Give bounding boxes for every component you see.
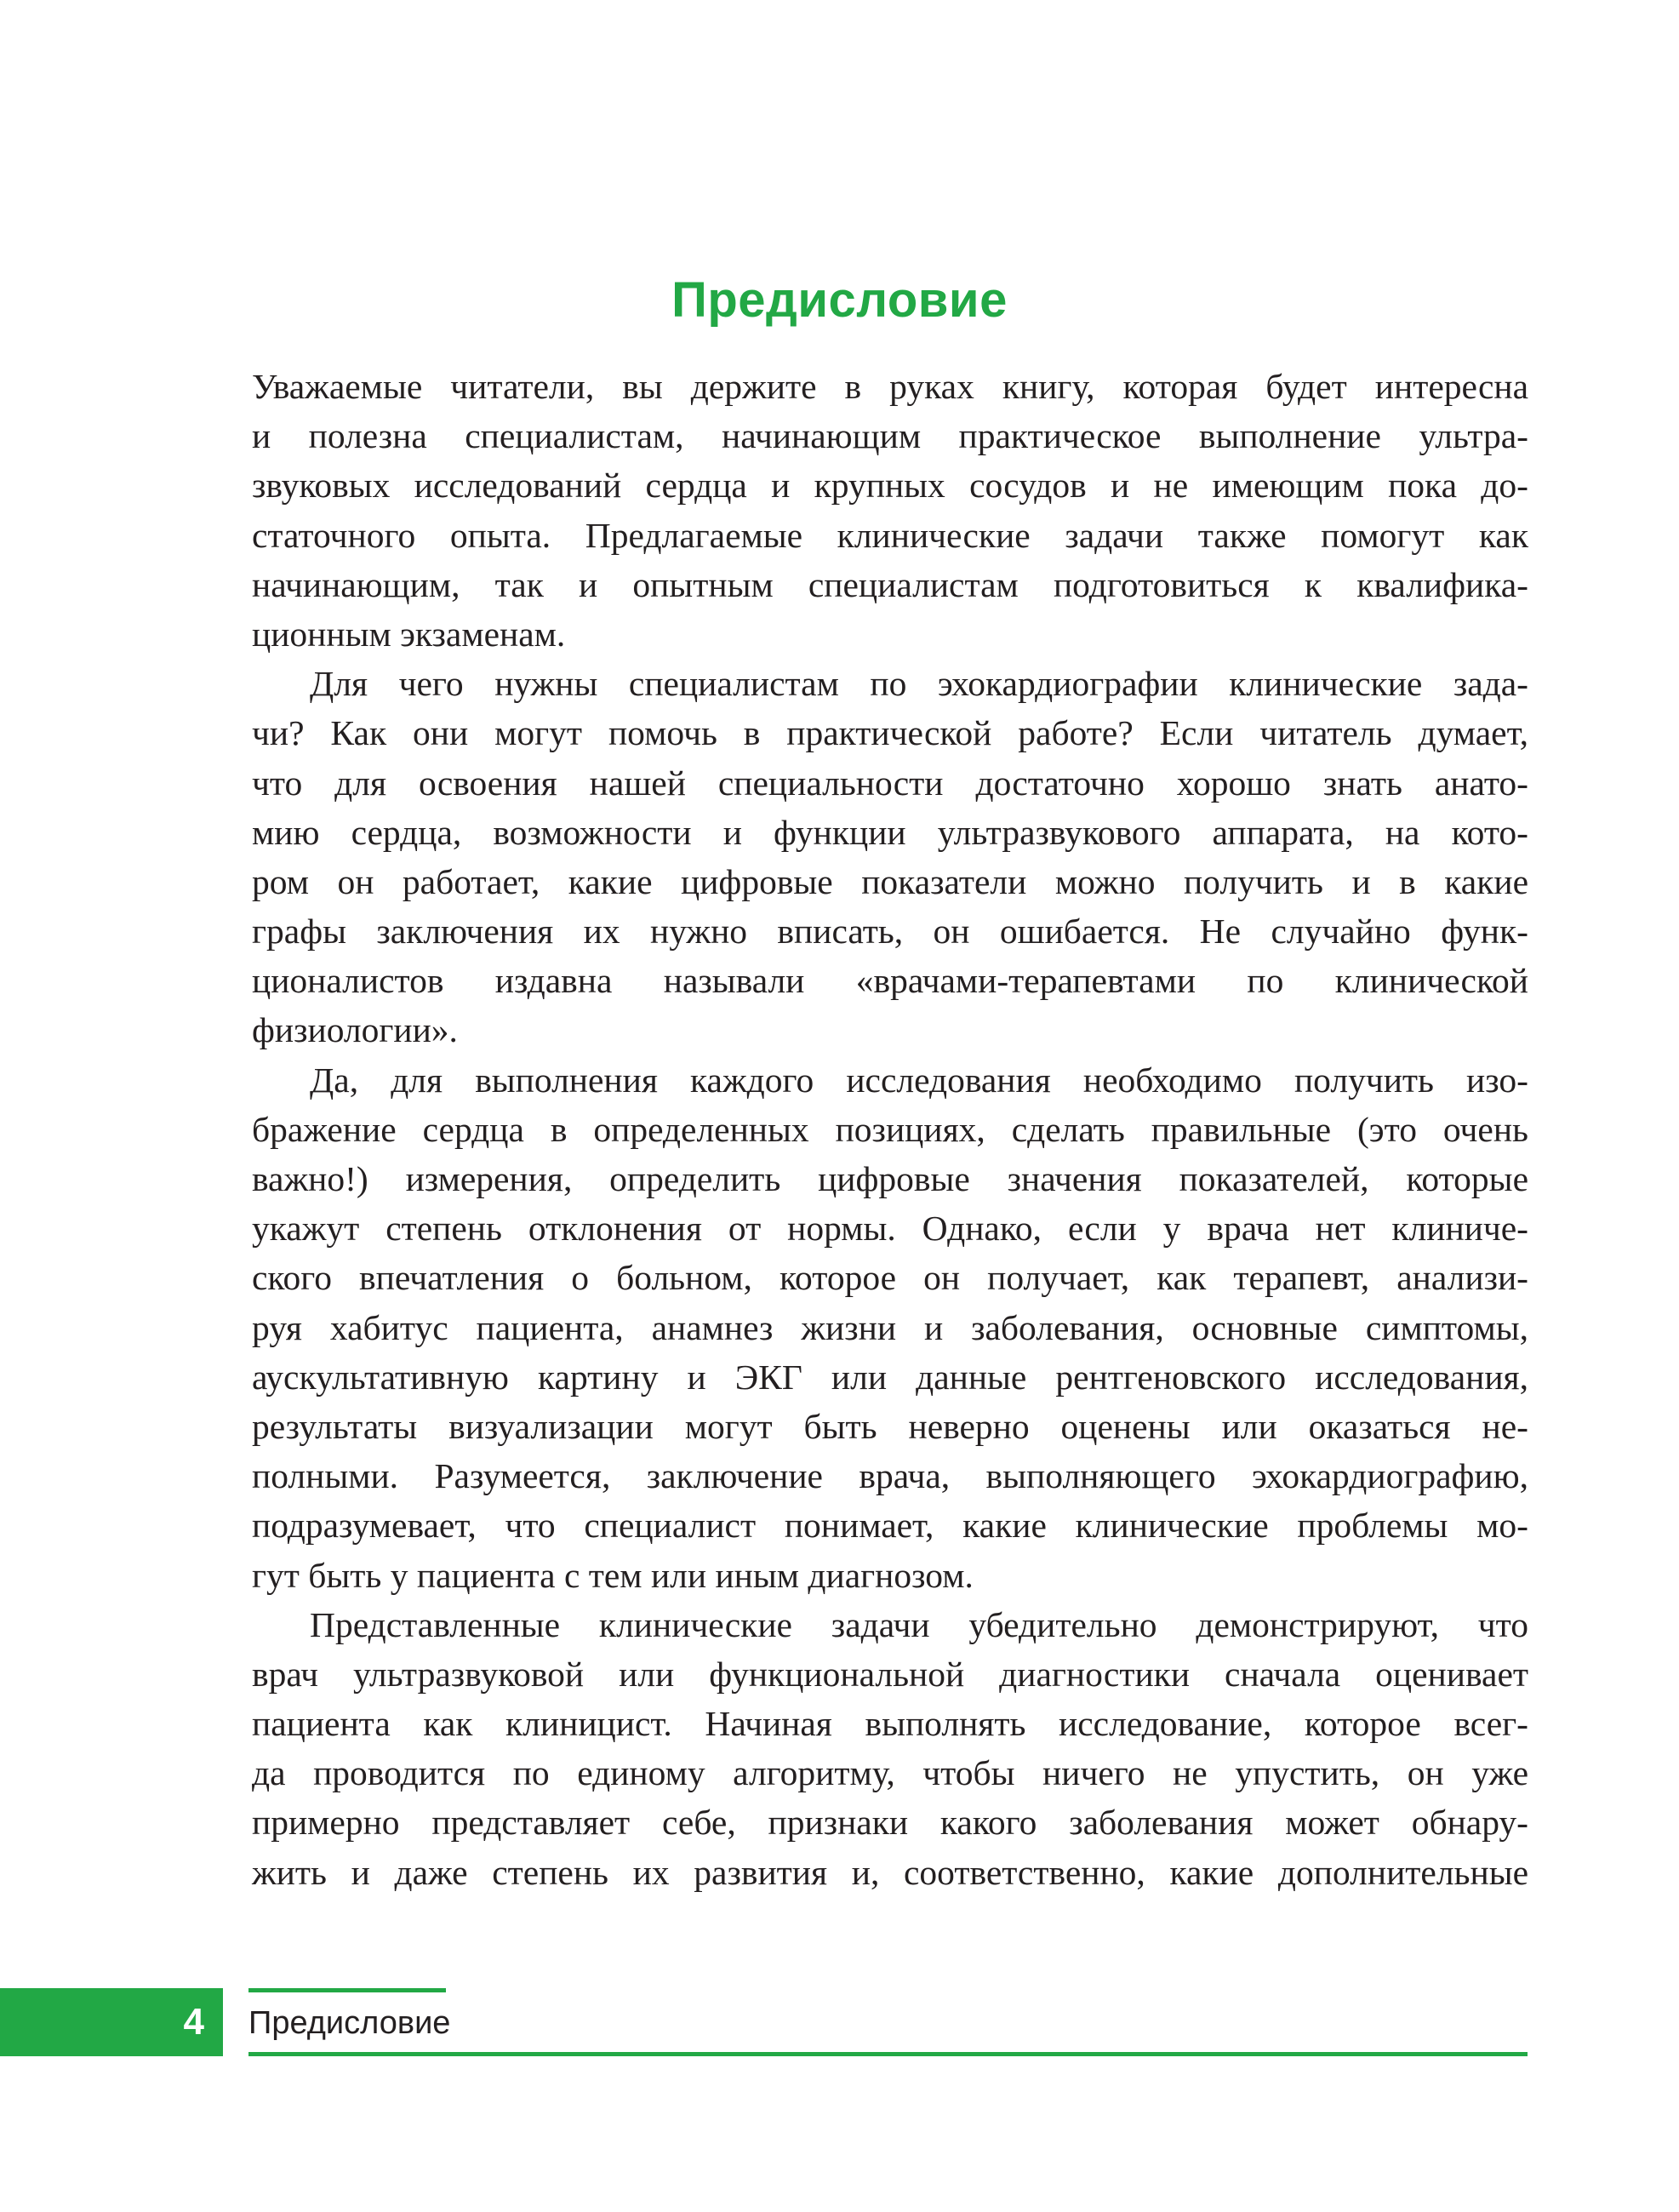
text-line: Представленные клинические задачи убедительно демонстрируют, что [310, 1604, 1528, 1644]
text-line: руя хабитус пациента, анамнез жизни и заболевания, основные симптомы, [252, 1307, 1528, 1347]
running-head: Предисловие [248, 2005, 451, 2041]
text-line: ционалистов издавна называли «врачами-терапевтами по клинической [252, 961, 1528, 1001]
text-line: физиологии». [252, 1010, 458, 1050]
text-line: жить и даже степень их развития и, соответственно, какие дополнительные [252, 1852, 1528, 1892]
text-line: Да, для выполнения каждого исследования необходимо получить изо- [310, 1060, 1528, 1100]
text-line: подразумевает, что специалист понимает, какие клинические проблемы мо- [252, 1506, 1528, 1546]
page-title: Предисловие [671, 271, 1008, 328]
page-number: 4 [183, 2001, 204, 2043]
text-line: аускультативную картину и ЭКГ или данные рентгеновского исследования, [252, 1357, 1528, 1397]
text-line: гут быть у пациента с тем или иным диагнозом. [252, 1555, 974, 1595]
text-line: Для чего нужны специалистам по эхокардиографии клинические зада- [310, 664, 1528, 704]
text-line: что для освоения нашей специальности достаточно хорошо знать анато- [252, 763, 1528, 803]
footer-bottom-rule [248, 2052, 1528, 2056]
text-line: результаты визуализации могут быть неверно оценены или оказаться не- [252, 1406, 1528, 1446]
text-line: ского впечатления о больном, которое он получает, как терапевт, анализи- [252, 1258, 1528, 1298]
text-line: укажут степень отклонения от нормы. Однако, если у врача нет клиниче- [252, 1209, 1528, 1249]
text-line: бражение сердца в определенных позициях, сделать правильные (это очень [252, 1109, 1528, 1149]
body-text [252, 362, 1528, 1897]
text-line: врач ультразвуковой или функциональной диагностики сначала оценивает [252, 1654, 1528, 1694]
text-line: примерно представляет себе, признаки какого заболевания может обнару- [252, 1803, 1528, 1843]
footer-top-rule [248, 1988, 446, 1992]
text-line: да проводится по единому алгоритму, чтобы ничего не упустить, он уже [252, 1753, 1528, 1793]
text-line: ром он работает, какие цифровые показатели можно получить и в какие [252, 861, 1528, 901]
text-line: пациента как клиницист. Начиная выполнять исследование, которое всег- [252, 1704, 1528, 1744]
text-line: звуковых исследований сердца и крупных сосудов и не имеющим пока до- [252, 466, 1528, 506]
text-line: полными. Разумеется, заключение врача, выполняющего эхокардиографию, [252, 1456, 1528, 1496]
text-line: ционным экзаменам. [252, 614, 566, 654]
text-line: графы заключения их нужно вписать, он ошибается. Не случайно функ- [252, 912, 1528, 952]
text-line: мию сердца, возможности и функции ультразвукового аппарата, на кото- [252, 812, 1528, 852]
text-line: Уважаемые читатели, вы держите в руках книгу, которая будет интересна [252, 367, 1528, 406]
text-line: начинающим, так и опытным специалистам подготовиться к квалифика- [252, 564, 1528, 604]
text-line: и полезна специалистам, начинающим практическое выполнение ультра- [252, 416, 1528, 456]
text-line: важно!) измерения, определить цифровые значения показателей, которые [252, 1159, 1528, 1198]
page-number-tab [0, 1988, 223, 2056]
text-line: статочного опыта. Предлагаемые клинические задачи также помогут как [252, 515, 1528, 555]
text-line: чи? Как они могут помочь в практической работе? Если читатель думает, [252, 713, 1528, 753]
